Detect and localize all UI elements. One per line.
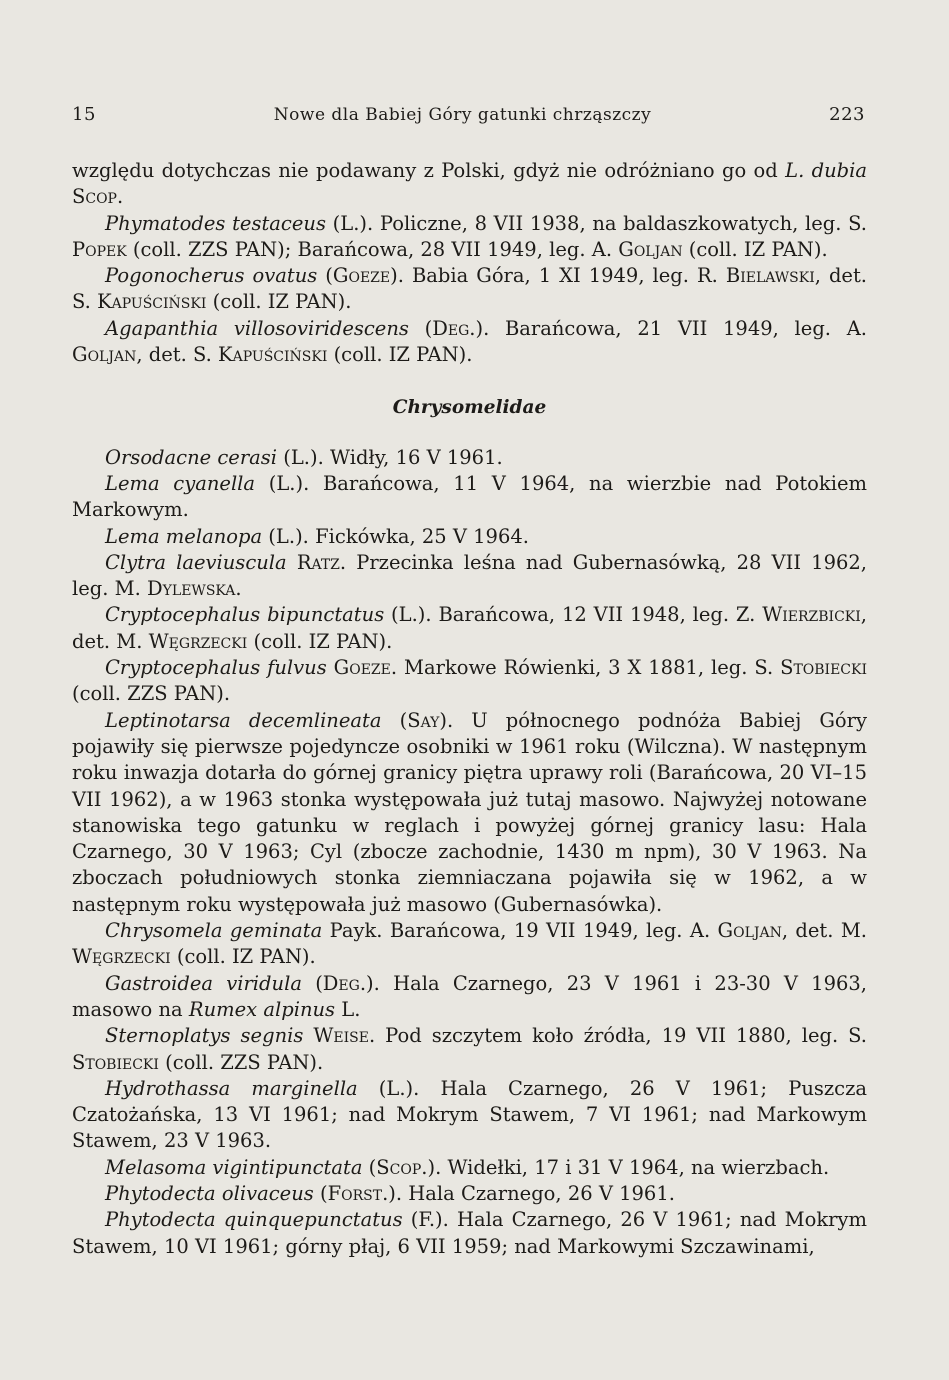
- species-entry: [72, 263, 867, 316]
- continuation-paragraph: [72, 158, 867, 211]
- author-name: Kapuściński: [218, 343, 328, 367]
- species-name: Lema melanopa: [105, 524, 263, 548]
- text-run: (L.). Policzne, 8 VII 1938, na baldaszkowatych, leg. S.: [325, 211, 867, 235]
- author-name: Goeze: [332, 264, 391, 288]
- species-name: Orsodacne cerasi: [105, 445, 278, 469]
- author-name: Scop: [72, 185, 117, 209]
- species-name: Phytodecta quinquepunctatus: [105, 1208, 403, 1232]
- species-entry: [72, 918, 867, 971]
- section-heading: [72, 395, 867, 421]
- text-run: .). Barańcowa, 21 VII 1949, leg. A.: [469, 316, 867, 340]
- text-run: . Pod szczytem koło źródła, 19 VII 1880, leg. S.: [369, 1024, 868, 1048]
- author-name: Goljan: [618, 237, 683, 261]
- author-name: Weise: [313, 1024, 369, 1048]
- species-name: Rumex alpinus: [188, 997, 336, 1021]
- author-name: Bielawski: [725, 264, 815, 288]
- species-entry: [72, 971, 867, 1024]
- species-name: Chrysomela geminata: [105, 919, 323, 943]
- text-run: .: [116, 185, 124, 209]
- species-entry: [72, 211, 867, 264]
- running-title: Nowe dla Babiej Góry gatunki chrząszczy: [273, 105, 652, 125]
- text-run: . Przecinka leśna nad Gubernasówką, 28 VII 1962, leg. M.: [72, 550, 867, 601]
- author-name: Węgrzecki: [148, 629, 248, 653]
- text-run: Payk. Barańcowa, 19 VII 1949, leg. A.: [322, 919, 718, 943]
- author-name: Dylewska: [147, 577, 236, 601]
- species-entry: [72, 1076, 867, 1155]
- text-run: . Markowe Rówienki, 3 X 1881, leg. S.: [390, 656, 781, 680]
- text-run: .: [235, 577, 242, 601]
- text-run: względu dotychczas nie podawany z Polski, gdyż nie odróżniano go od: [72, 159, 786, 182]
- species-name: Pogonocherus ovatus: [105, 264, 318, 288]
- text-run: (: [301, 971, 323, 995]
- species-entry: [72, 524, 867, 550]
- text-run: , det. M.: [72, 603, 867, 653]
- text-run: (L.). Hala Czarnego, 26 V 1961; Puszcza Czatożańska, 13 VI 1961; nad Mokrym Stawem, 7 VI 1961; nad Markowym Stawem, 23 V 1963.: [72, 1076, 867, 1153]
- text-run: (L.). Widły, 16 V 1961.: [277, 445, 503, 469]
- species-entry: [72, 1155, 867, 1181]
- text-run: [327, 656, 334, 679]
- text-run: (: [362, 1155, 377, 1179]
- author-name: Węgrzecki: [72, 945, 171, 969]
- text-run: ). U północnego podnóża Babiej Góry pojawiły się pierwsze pojedyncze osobniki w 1961 roku (Wilczna). W następnym roku inwazja dotarła do górnej granicy piętra uprawy roli (Barańcowa, 20 VI–15 VII 1962), a w 1963 stonka występowała już tutaj masowo. Najwyżej notowane stanowiska tego gatunku w reglach i powyżej górnej granicy lasu: Hala Czarnego, 30 V 1963; Cyl (zbocze zachodnie, 1430 m npm), 30 V 1963. Na zboczach południowych stonka ziemniaczana pojawiła się w 1962, a w następnym roku występowała już masowo (Gubernasówka).: [72, 708, 868, 916]
- text-run: (coll. IZ PAN).: [206, 290, 352, 314]
- species-name: Clytra laeviuscula: [105, 550, 287, 574]
- text-run: Chrysomelidae: [392, 397, 547, 419]
- text-run: (coll. ZZS PAN).: [72, 682, 231, 706]
- author-name: Goljan: [72, 343, 137, 367]
- page-number-left: 15: [72, 104, 96, 125]
- author-name: Stobiecki: [72, 1050, 159, 1074]
- body-text: [72, 158, 867, 1260]
- text-run: (L.). Barańcowa, 12 VII 1948, leg. Z.: [384, 603, 763, 627]
- text-run: , det. S.: [72, 264, 868, 314]
- text-run: (coll. IZ PAN).: [170, 945, 316, 969]
- text-run: ). Babia Góra, 1 XI 1949, leg. R.: [390, 264, 726, 288]
- species-name: L. dubia: [785, 159, 868, 182]
- running-head: [72, 104, 865, 125]
- text-run: (L.). Barańcowa, 11 V 1964, na wierzbie nad Potokiem Markowym.: [72, 471, 867, 522]
- text-run: (coll. IZ PAN).: [682, 237, 828, 261]
- text-run: (F.). Hala Czarnego, 26 V 1961; nad Mokrym Stawem, 10 VI 1961; górny płaj, 6 VII 1959; nad Markowymi Szczawinami,: [72, 1208, 867, 1258]
- text-run: (: [317, 264, 333, 288]
- species-name: Phymatodes testaceus: [105, 211, 326, 235]
- species-entry: [72, 550, 867, 603]
- author-name: Say: [407, 708, 440, 732]
- text-run: (: [408, 316, 433, 340]
- text-run: (: [313, 1181, 328, 1205]
- text-run: , det. M.: [781, 919, 867, 943]
- author-name: Goeze: [333, 656, 391, 680]
- species-name: Sternoplatys segnis: [105, 1024, 304, 1048]
- author-name: Goljan: [717, 919, 782, 943]
- species-name: Gastroidea viridula: [105, 971, 302, 995]
- text-run: .). Widełki, 17 i 31 V 1964, na wierzbach.: [421, 1155, 830, 1179]
- author-name: Popek: [72, 237, 127, 261]
- author-name: Stobiecki: [780, 656, 868, 680]
- species-name: Cryptocephalus fulvus: [105, 656, 327, 680]
- species-entry: [72, 655, 867, 708]
- author-name: Forst: [327, 1181, 383, 1205]
- text-run: .). Hala Czarnego, 26 V 1961.: [382, 1181, 675, 1205]
- page-number-right: 223: [829, 104, 865, 125]
- species-entry: [72, 445, 867, 471]
- species-name: Melasoma vigintipunctata: [105, 1155, 363, 1179]
- author-name: Scop: [376, 1155, 422, 1179]
- text-run: (coll. ZZS PAN).: [158, 1050, 324, 1074]
- author-name: Kapuściński: [97, 290, 207, 314]
- text-run: (L.). Fickówka, 25 V 1964.: [262, 524, 529, 548]
- text-run: (coll. ZZS PAN); Barańcowa, 28 VII 1949, leg. A.: [126, 237, 619, 261]
- species-entry: [72, 471, 867, 524]
- species-entry: [72, 1181, 867, 1207]
- species-entry: [72, 708, 867, 918]
- author-name: Wierzbicki: [762, 603, 861, 627]
- text-run: [287, 551, 297, 574]
- text-run: (coll. IZ PAN).: [247, 629, 393, 653]
- text-run: .). Hala Czarnego, 23 V 1961 i 23-30 V 1963, masowo na: [72, 971, 868, 1021]
- species-name: Lema cyanella: [105, 471, 256, 495]
- author-name: Deg: [322, 971, 360, 995]
- species-name: Phytodecta olivaceus: [105, 1181, 314, 1205]
- species-name: Hydrothassa marginella: [105, 1076, 358, 1100]
- species-entry: [72, 602, 867, 655]
- text-run: , det. S.: [136, 343, 219, 367]
- text-run: (: [381, 708, 408, 732]
- author-name: Deg: [432, 316, 470, 340]
- species-name: Leptinotarsa decemlineata: [105, 708, 382, 732]
- species-entry: [72, 1023, 867, 1076]
- text-run: L.: [335, 997, 361, 1021]
- text-run: (coll. IZ PAN).: [327, 343, 473, 367]
- species-name: Cryptocephalus bipunctatus: [105, 603, 385, 627]
- species-entry: [72, 316, 867, 369]
- text-run: [303, 1024, 313, 1047]
- species-entry: [72, 1207, 867, 1260]
- species-name: Agapanthia villosoviridescens: [105, 316, 409, 340]
- author-name: Ratz: [296, 550, 340, 574]
